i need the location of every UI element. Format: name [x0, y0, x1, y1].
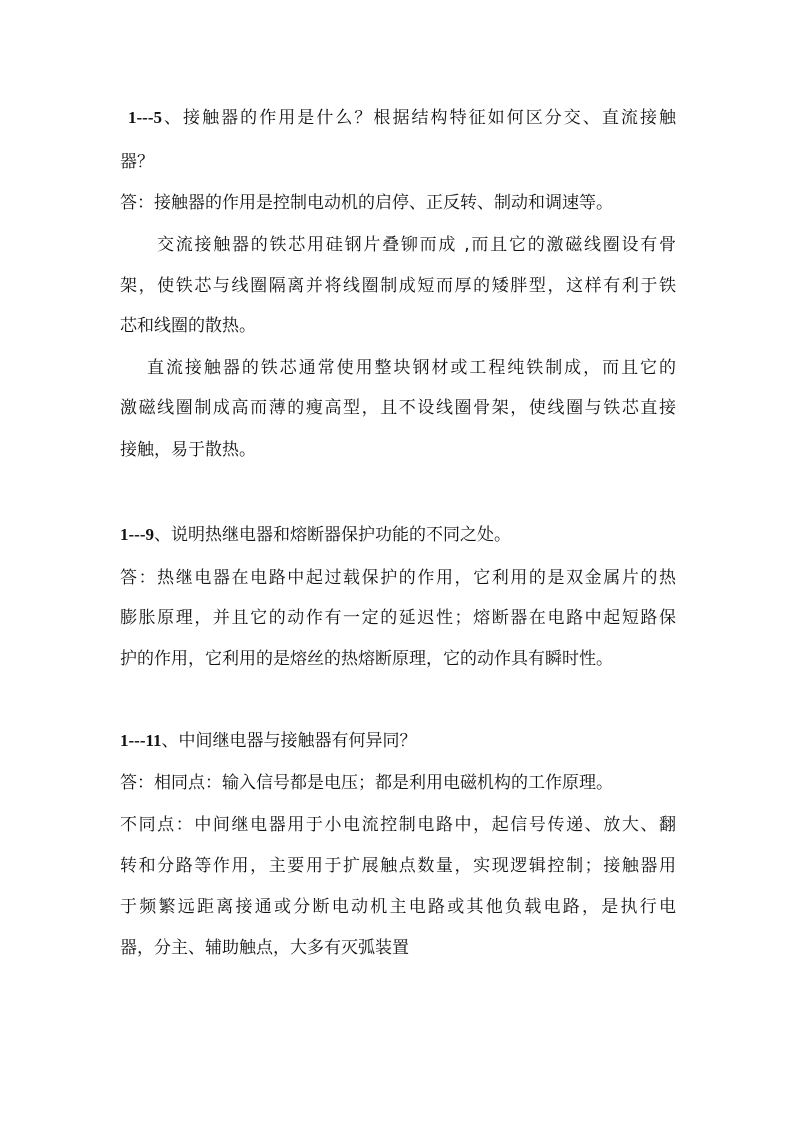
- answer-line: 于频繁远距离接通或分断电动机主电路或其他负载电路，是执行电: [120, 897, 676, 917]
- answer-line: 转和分路等作用，主要用于扩展触点数量，实现逻辑控制；接触器用: [120, 856, 676, 876]
- answer-line: 芯和线圈的散热。: [120, 316, 256, 336]
- answer-line: 答：相同点：输入信号都是电压；都是利用电磁机构的工作原理。: [120, 773, 613, 793]
- answer-line: 答：接触器的作用是控制电动机的启停、正反转、制动和调速等。: [120, 193, 613, 213]
- question-heading: [120, 729, 676, 753]
- answer-line: 架，使铁芯与线圈隔离并将线圈制成短而厚的矮胖型，这样有利于铁: [120, 276, 676, 296]
- question-heading: [120, 523, 676, 547]
- answer-line: 直流接触器的铁芯通常使用整块钢材或工程纯铁制成，而且它的: [147, 358, 676, 378]
- answer-line: 器，分主、辅助触点，大多有灭弧装置: [120, 938, 409, 958]
- question-heading: [128, 106, 676, 130]
- question-text: 、接触器的作用是什么？根据结构特征如何区分交、直流接触: [161, 108, 676, 128]
- answer-line: 接触，易于散热。: [120, 440, 256, 460]
- question-number: 1---5: [128, 108, 162, 127]
- question-number: 1---11: [120, 731, 162, 750]
- answer-line: 激磁线圈制成高而薄的瘦高型，且不设线圈骨架，使线圈与铁芯直接: [120, 398, 676, 418]
- answer-line: 膨胀原理，并且它的动作有一定的延迟性；熔断器在电路中起短路保: [120, 608, 676, 628]
- answer-line: 护的作用，它利用的是熔丝的热熔断原理，它的动作具有瞬时性。: [120, 649, 613, 669]
- answer-line: 不同点：中间继电器用于小电流控制电路中，起信号传递、放大、翻: [120, 815, 676, 835]
- answer-line: 答：热继电器在电路中起过载保护的作用，它利用的是双金属片的热: [120, 568, 676, 588]
- question-text: 、中间继电器与接触器有何异同？: [161, 731, 417, 751]
- question-number: 1---9: [120, 525, 154, 544]
- answer-line: 交流接触器的铁芯用硅钢片叠铆而成 ,而且它的激磁线圈设有骨: [157, 235, 676, 255]
- question-text: 器？: [120, 152, 154, 172]
- question-text: 、说明热继电器和熔断器保护功能的不同之处。: [153, 525, 511, 545]
